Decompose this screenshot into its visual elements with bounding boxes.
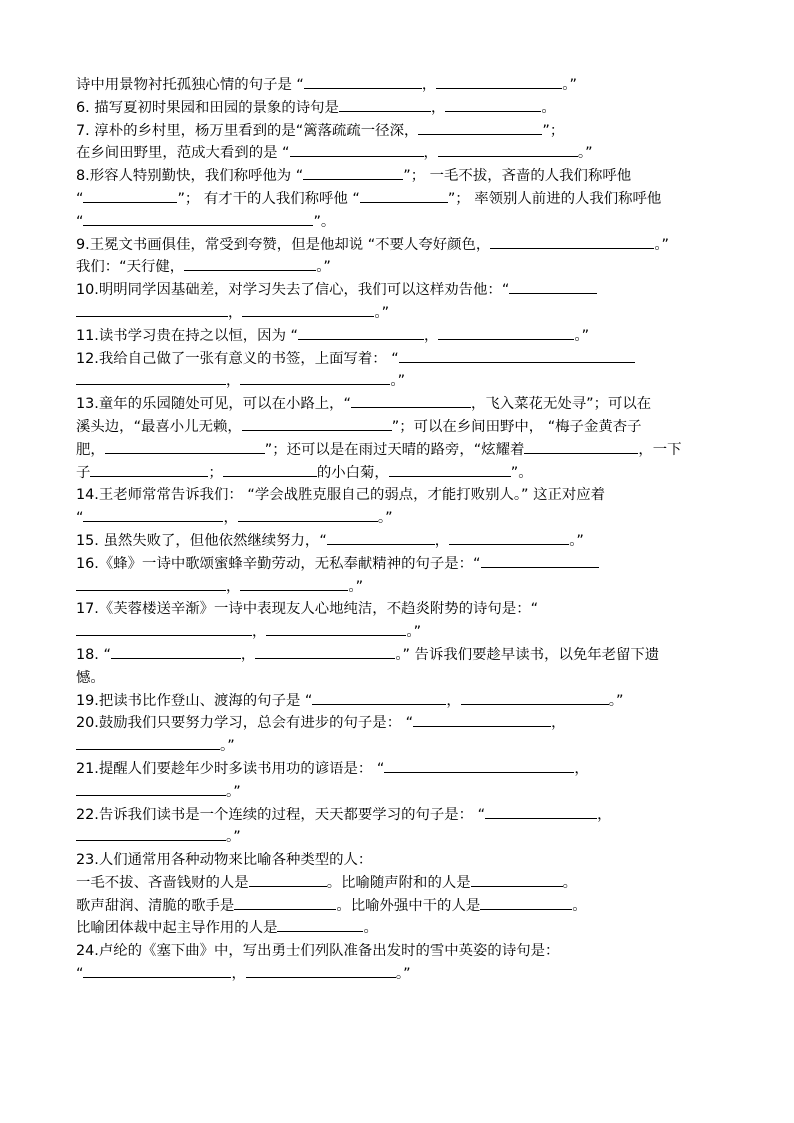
line-text: 子 xyxy=(76,464,91,481)
line-text: 。比喻外强中干的人是 xyxy=(336,897,481,914)
worksheet-line xyxy=(76,917,736,940)
worksheet-line xyxy=(76,97,736,120)
answer-blank[interactable] xyxy=(234,895,336,910)
line-text: 。” xyxy=(406,624,422,641)
line-text: 。 xyxy=(562,874,578,891)
line-text: 19.把读书比作登山、渡海的句子是 “ xyxy=(76,692,313,709)
answer-blank[interactable] xyxy=(83,211,313,226)
answer-blank[interactable] xyxy=(360,188,448,203)
worksheet-line xyxy=(76,690,736,713)
line-text: 8.形容人特别勤快，我们称呼他为 “ xyxy=(76,168,304,185)
worksheet-line xyxy=(76,781,736,804)
worksheet-line xyxy=(76,804,736,827)
line-text: 歌声甜润、清脆的歌手是 xyxy=(76,897,235,914)
answer-blank[interactable] xyxy=(438,142,578,157)
line-text: 。” xyxy=(574,327,590,344)
line-text: 憾。 xyxy=(76,669,105,686)
worksheet-line xyxy=(76,940,736,963)
line-text: 。” xyxy=(377,510,393,527)
line-text: 24.卢纶的《塞下曲》中，写出勇士们列队准备出发时的雪中英姿的诗句是： xyxy=(76,943,560,960)
line-text: ， xyxy=(551,715,566,732)
answer-blank[interactable] xyxy=(461,690,609,705)
answer-blank[interactable] xyxy=(438,325,574,340)
answer-blank[interactable] xyxy=(83,188,177,203)
line-text: “ xyxy=(76,966,84,983)
line-text: 。” xyxy=(395,966,411,983)
answer-blank[interactable] xyxy=(76,576,226,591)
answer-blank[interactable] xyxy=(76,735,220,750)
worksheet-line xyxy=(76,735,736,758)
answer-blank[interactable] xyxy=(76,302,228,317)
line-text: ， xyxy=(228,304,243,321)
line-text: ， xyxy=(446,692,461,709)
answer-blank[interactable] xyxy=(471,872,563,887)
answer-blank[interactable] xyxy=(242,416,392,431)
line-text: ，飞入菜花无处寻”；可以在 xyxy=(470,396,652,413)
answer-blank[interactable] xyxy=(290,142,424,157)
line-text: 。 xyxy=(541,99,556,116)
line-text: 13.童年的乐园随处可见，可以在小路上，“ xyxy=(76,396,351,413)
answer-blank[interactable] xyxy=(449,530,569,545)
answer-blank[interactable] xyxy=(105,439,265,454)
answer-blank[interactable] xyxy=(481,553,599,568)
line-text: 10.明明同学因基础差，对学习失去了信心，我们可以这样劝告他：“ xyxy=(76,282,510,299)
answer-blank[interactable] xyxy=(111,644,241,659)
answer-blank[interactable] xyxy=(312,690,446,705)
line-text: 诗中用景物衬托孤独心情的句子是 “ xyxy=(76,77,304,93)
line-text: 我们：“天行健， xyxy=(76,259,185,276)
line-text: ； xyxy=(208,464,223,481)
line-text: “ xyxy=(76,510,84,527)
line-text: ， xyxy=(423,145,438,162)
line-text: 14.王老师常常告诉我们： “学会战胜克服自己的弱点，才能打败别人。” 这正对应着 xyxy=(76,487,606,504)
line-text: 比喻团体裁中起主导作用的人是 xyxy=(76,920,278,937)
answer-blank[interactable] xyxy=(304,74,422,89)
line-text: 。” 告诉我们要趁早读书，以免年老留下遗 xyxy=(395,646,660,663)
answer-blank[interactable] xyxy=(418,120,542,135)
line-text: ， xyxy=(231,966,246,983)
line-text: 。” xyxy=(348,578,364,595)
worksheet-line xyxy=(76,348,736,371)
worksheet-line xyxy=(76,553,736,576)
line-text: ”。 xyxy=(510,464,533,481)
answer-blank[interactable] xyxy=(83,963,231,978)
line-text: ”； 一毛不拔，吝啬的人我们称呼他 xyxy=(403,168,632,185)
worksheet-line xyxy=(76,462,736,485)
line-text: 11.读书学习贵在持之以恒，因为 “ xyxy=(76,327,298,344)
answer-blank[interactable] xyxy=(184,256,316,271)
answer-blank[interactable] xyxy=(480,895,572,910)
worksheet-line xyxy=(76,576,736,599)
worksheet-line xyxy=(76,872,736,895)
answer-blank[interactable] xyxy=(413,712,551,727)
worksheet-line xyxy=(76,142,736,165)
answer-blank[interactable] xyxy=(445,97,541,112)
answer-blank[interactable] xyxy=(303,165,403,180)
line-text: ， xyxy=(252,624,267,641)
line-text: 22.告诉我们读书是一个连续的过程，天天都要学习的句子是： “ xyxy=(76,806,486,823)
line-text: ， xyxy=(430,99,446,116)
answer-blank[interactable] xyxy=(266,621,406,636)
worksheet-line xyxy=(76,530,736,553)
worksheet-line xyxy=(76,963,736,986)
answer-blank[interactable] xyxy=(76,826,226,841)
answer-blank[interactable] xyxy=(509,279,597,294)
worksheet-line xyxy=(76,826,736,849)
worksheet-line xyxy=(76,621,736,644)
line-text: ，一下 xyxy=(638,441,682,458)
line-text: 。” xyxy=(220,738,235,755)
line-text: 。” xyxy=(562,77,577,93)
line-text: 在乡间田野里，范成大看到的是 “ xyxy=(76,145,290,162)
worksheet-line xyxy=(76,211,736,234)
answer-blank[interactable] xyxy=(240,576,348,591)
line-text: ， xyxy=(226,373,241,390)
line-text: ， xyxy=(226,578,241,595)
worksheet-line xyxy=(76,256,736,279)
line-text: 16.《蜂》一诗中歌颂蜜蜂辛勤劳动，无私奉献精神的句子是：“ xyxy=(76,555,481,572)
answer-blank[interactable] xyxy=(242,302,374,317)
worksheet-line xyxy=(76,439,736,462)
line-text: “ xyxy=(76,213,84,230)
line-text: ”。 xyxy=(313,213,336,230)
line-text: 溪头边，“最喜小儿无赖， xyxy=(76,418,242,435)
line-text: 9.王冕文书画俱佳，常受到夸赞，但是他却说 “不要人夸好颜色， xyxy=(76,236,491,253)
answer-blank[interactable] xyxy=(298,325,424,340)
answer-blank[interactable] xyxy=(490,234,654,249)
line-text: 。” xyxy=(226,783,241,800)
line-text: 6. 描写夏初时果园和田园的景象的诗句是 xyxy=(76,99,339,116)
line-text: 。” xyxy=(226,829,241,846)
line-text: 肥， xyxy=(76,441,105,458)
worksheet-line xyxy=(76,120,736,143)
worksheet-line xyxy=(76,849,736,872)
line-text: ”； 有才干的人我们称呼他 “ xyxy=(177,190,360,207)
line-text: 。” xyxy=(390,373,406,390)
answer-blank[interactable] xyxy=(90,462,208,477)
line-text: 。” xyxy=(654,236,669,253)
line-text: 21.提醒人们要趁年少时多读书用功的谚语是： “ xyxy=(76,760,385,777)
answer-blank[interactable] xyxy=(240,370,390,385)
worksheet-line xyxy=(76,279,736,302)
line-text: ”；还可以是在雨过天晴的路旁，“炫耀着 xyxy=(264,441,525,458)
line-text: ， xyxy=(597,806,612,823)
answer-blank[interactable] xyxy=(524,439,638,454)
line-text: 7. 淳朴的乡村里，杨万里看到的是“篱落疏疏一径深， xyxy=(76,122,419,139)
answer-blank[interactable] xyxy=(327,530,435,545)
line-text: 20.鼓励我们只要努力学习，总会有进步的句子是： “ xyxy=(76,715,414,732)
answer-blank[interactable] xyxy=(485,804,597,819)
worksheet-line xyxy=(76,393,736,416)
worksheet-line xyxy=(76,712,736,735)
line-text: 的小白菊， xyxy=(316,464,389,481)
worksheet-line xyxy=(76,302,736,325)
line-text: 。” xyxy=(316,259,331,276)
line-text: 23.人们通常用各种动物来比喻各种类型的人： xyxy=(76,852,373,869)
line-text: ， xyxy=(424,327,439,344)
worksheet-line xyxy=(76,644,736,667)
line-text: ”；可以在乡间田野中， “梅子金黄杏子 xyxy=(391,418,642,435)
line-text: 一毛不拔、吝啬钱财的人是 xyxy=(76,874,249,891)
line-text: 。” xyxy=(608,692,624,709)
answer-blank[interactable] xyxy=(255,644,395,659)
line-text: 18. “ xyxy=(76,646,111,663)
line-text: 。” xyxy=(577,145,593,162)
line-text: ， xyxy=(223,510,238,527)
line-text: 。” xyxy=(569,532,584,549)
answer-blank[interactable] xyxy=(83,507,223,522)
answer-blank[interactable] xyxy=(351,393,471,408)
answer-blank[interactable] xyxy=(76,781,226,796)
worksheet-line xyxy=(76,598,736,621)
answer-blank[interactable] xyxy=(76,621,252,636)
line-text: 17.《芙蓉楼送辛渐》一诗中表现友人心地纯洁，不趋炎附势的诗句是：“ xyxy=(76,601,539,618)
line-text: ， xyxy=(434,532,450,549)
worksheet-line xyxy=(76,370,736,393)
line-text: “ xyxy=(76,190,84,207)
worksheet-line xyxy=(76,667,736,690)
line-text: 15. 虽然失败了，但他依然继续努力，“ xyxy=(76,532,327,549)
answer-blank[interactable] xyxy=(384,758,574,773)
worksheet-line xyxy=(76,484,736,507)
answer-blank[interactable] xyxy=(223,462,317,477)
answer-blank[interactable] xyxy=(436,74,562,89)
line-text: ”； xyxy=(542,122,565,139)
answer-blank[interactable] xyxy=(76,370,226,385)
worksheet-line xyxy=(76,758,736,781)
answer-blank[interactable] xyxy=(399,348,635,363)
worksheet-line xyxy=(76,234,736,257)
answer-blank[interactable] xyxy=(389,462,511,477)
worksheet-line xyxy=(76,74,736,97)
line-text: 。 xyxy=(363,920,378,937)
worksheet-line xyxy=(76,507,736,530)
answer-blank[interactable] xyxy=(238,507,378,522)
worksheet-line xyxy=(76,895,736,918)
line-text: ， xyxy=(240,646,256,663)
worksheet-line xyxy=(76,325,736,348)
answer-blank[interactable] xyxy=(246,963,396,978)
line-text: 。比喻随声附和的人是 xyxy=(326,874,471,891)
line-text: ， xyxy=(574,760,589,777)
worksheet-line xyxy=(76,416,736,439)
worksheet-page xyxy=(76,74,736,986)
line-text: 。” xyxy=(374,304,390,321)
worksheet-line xyxy=(76,165,736,188)
answer-blank[interactable] xyxy=(277,917,363,932)
line-text: 12.我给自己做了一张有意义的书签，上面写着： “ xyxy=(76,350,399,367)
answer-blank[interactable] xyxy=(249,872,327,887)
answer-blank[interactable] xyxy=(339,97,431,112)
line-text: 。 xyxy=(572,897,587,914)
line-text: ”； 率领别人前进的人我们称呼他 xyxy=(447,190,662,207)
worksheet-line xyxy=(76,188,736,211)
line-text: ， xyxy=(421,77,437,93)
